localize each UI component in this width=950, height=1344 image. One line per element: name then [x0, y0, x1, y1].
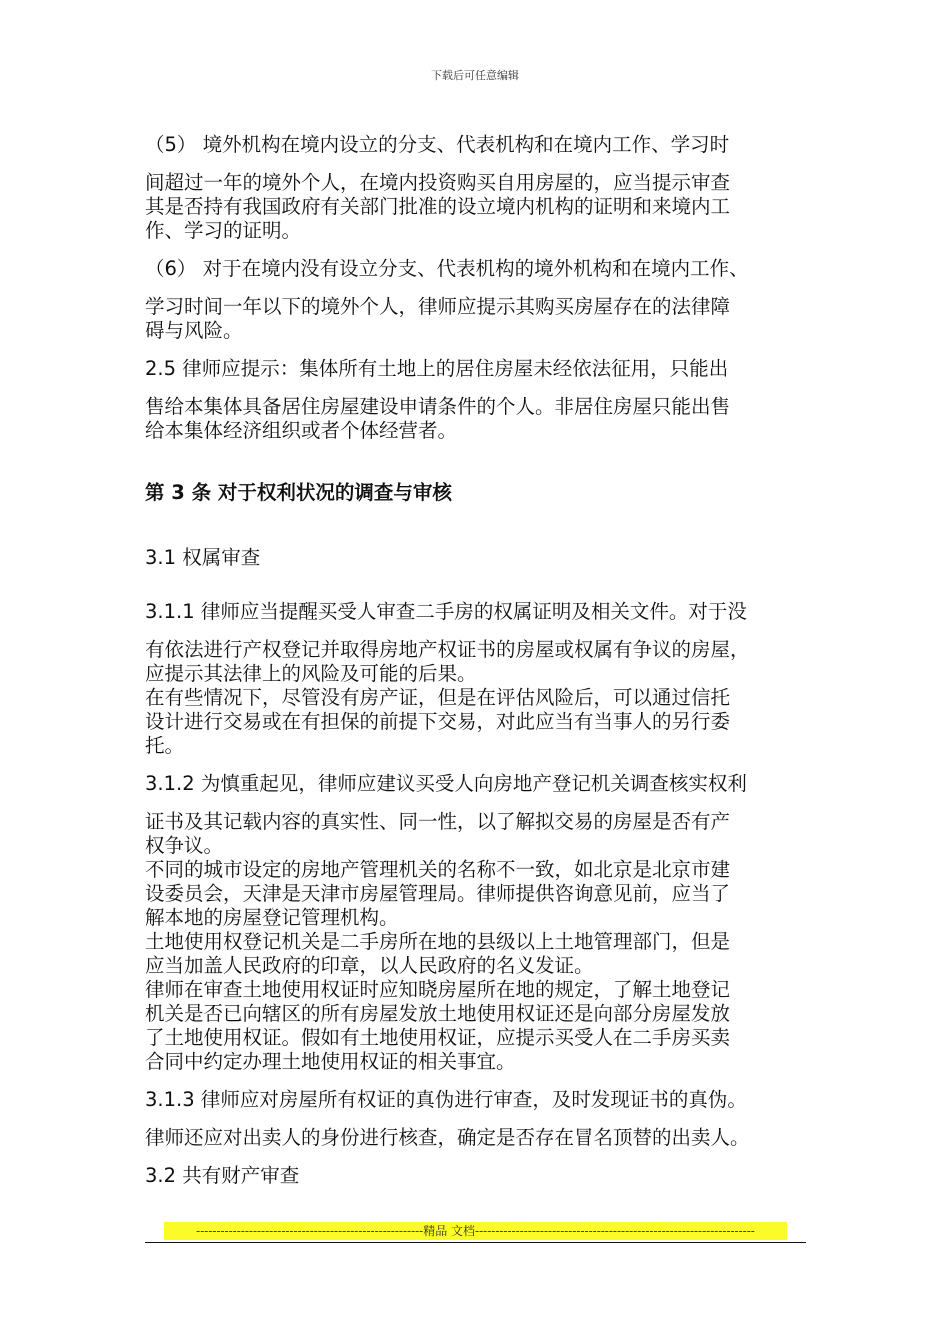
paragraph-6-line-1: （6） 对于在境内没有设立分支、代表机构的境外机构和在境内工作、 [145, 257, 749, 280]
section-3-2-title: 3.2 共有财产审查 [145, 1164, 300, 1187]
section-3-1-2-line-5: 设委员会，天津是天津市房屋管理局。律师提供咨询意见前，应当了 [145, 882, 731, 905]
section-3-1-3-line-2: 律师还应对出卖人的身份进行核查，确定是否存在冒名顶替的出卖人。 [145, 1126, 750, 1149]
section-3-1-1-line-6: 托。 [145, 734, 185, 757]
paragraph-5-line-1: （5） 境外机构在境内设立的分支、代表机构和在境内工作、学习时 [145, 133, 730, 156]
paragraph-6-line-3: 碍与风险。 [145, 319, 243, 342]
paragraph-5-line-2: 间超过一年的境外个人，在境内投资购买自用房屋的，应当提示审查 [145, 171, 731, 194]
page-footer-banner: --------------------------------------------------------精品 文档--------------------------------------------------------------------- [164, 1222, 787, 1240]
section-3-1-1-line-2: 有依法进行产权登记并取得房地产权证书的房屋或权属有争议的房屋， [145, 638, 750, 661]
section-3-1-1-line-1: 3.1.1 律师应当提醒买受人审查二手房的权属证明及相关文件。对于没 [145, 600, 747, 623]
paragraph-2-5-line-3: 给本集体经济组织或者个体经营者。 [145, 419, 458, 442]
section-3-1-2-line-1: 3.1.2 为慎重起见，律师应建议买受人向房地产登记机关调查核实权利 [145, 772, 747, 795]
section-3-1-2-line-9: 律师在审查土地使用权证时应知晓房屋所在地的规定，了解土地登记 [145, 978, 731, 1001]
paragraph-6-line-2: 学习时间一年以下的境外个人，律师应提示其购买房屋存在的法律障 [145, 295, 731, 318]
paragraph-2-5-line-2: 售给本集体具备居住房屋建设申请条件的个人。非居住房屋只能出售 [145, 395, 731, 418]
section-3-1-3-line-1: 3.1.3 律师应对房屋所有权证的真伪进行审查，及时发现证书的真伪。 [145, 1088, 747, 1111]
paragraph-5-line-3: 其是否持有我国政府有关部门批准的设立境内机构的证明和来境内工 [145, 195, 731, 218]
section-3-1-2-line-8: 应当加盖人民政府的印章，以人民政府的名义发证。 [145, 954, 594, 977]
section-3-1-1-line-3: 应提示其法律上的风险及可能的后果。 [145, 662, 477, 685]
section-3-1-1-line-4: 在有些情况下，尽管没有房产证，但是在评估风险后，可以通过信托 [145, 686, 731, 709]
page-header: 下载后可任意编辑 [431, 69, 519, 82]
paragraph-2-5-line-1: 2.5 律师应提示：集体所有土地上的居住房屋未经依法征用，只能出 [145, 357, 729, 380]
section-3-1-2-line-10: 机关是否已向辖区的所有房屋发放土地使用权证还是向部分房屋发放 [145, 1002, 731, 1025]
section-3-1-2-line-2: 证书及其记载内容的真实性、同一性，以了解拟交易的房屋是否有产 [145, 810, 731, 833]
section-3-1-title: 3.1 权属审查 [145, 546, 261, 569]
section-3-1-2-line-7: 土地使用权登记机关是二手房所在地的县级以上土地管理部门，但是 [145, 930, 731, 953]
section-3-1-2-line-4: 不同的城市设定的房地产管理机关的名称不一致，如北京是北京市建 [145, 858, 731, 881]
paragraph-5-line-4: 作、学习的证明。 [145, 219, 302, 242]
footer-divider [145, 1242, 806, 1243]
article-3-heading: 第 3 条 对于权利状况的调查与审核 [145, 481, 452, 504]
section-3-1-2-line-11: 了土地使用权证。假如有土地使用权证，应提示买受人在二手房买卖 [145, 1026, 731, 1049]
document-body [145, 133, 810, 1188]
section-3-1-2-line-3: 权争议。 [145, 834, 224, 857]
section-3-1-1-line-5: 设计进行交易或在有担保的前提下交易，对此应当有当事人的另行委 [145, 710, 731, 733]
section-3-1-2-line-12: 合同中约定办理土地使用权证的相关事宜。 [145, 1050, 516, 1073]
section-3-1-2-line-6: 解本地的房屋登记管理机构。 [145, 906, 399, 929]
